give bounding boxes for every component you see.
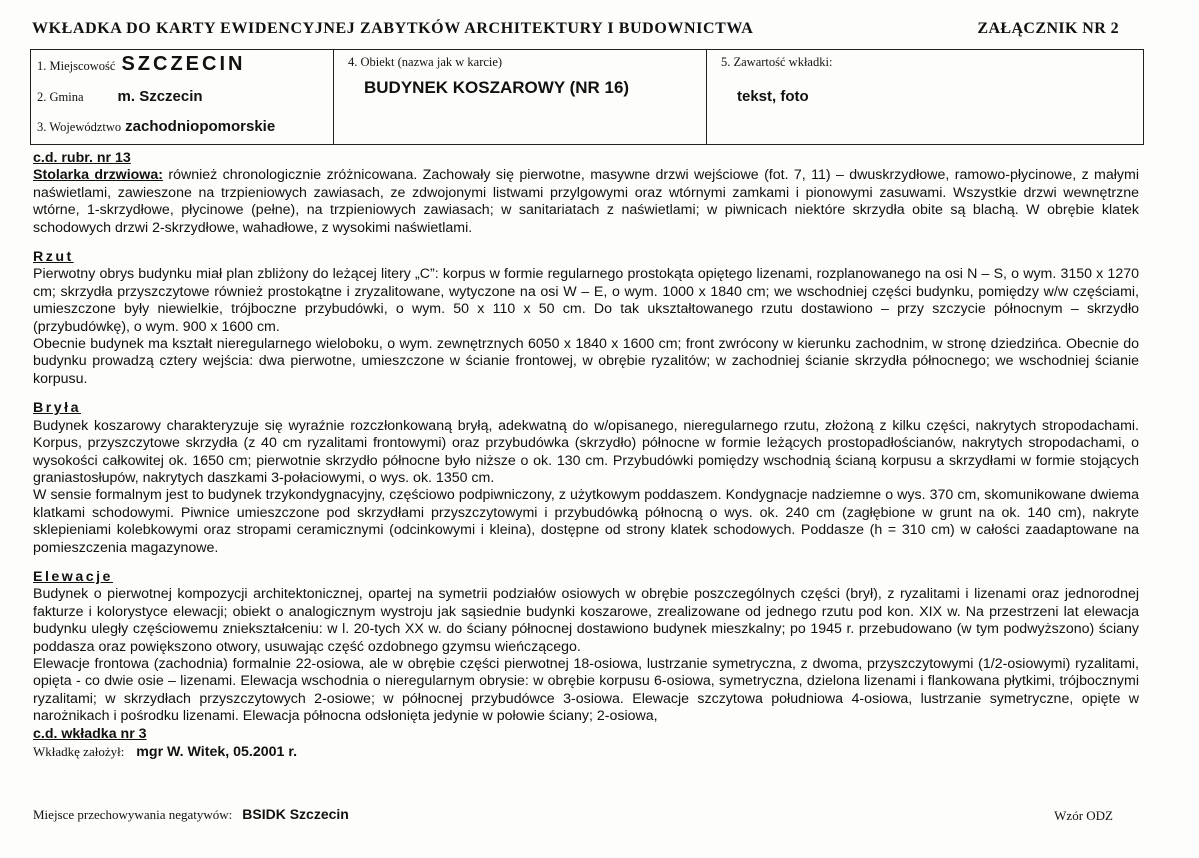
description-body: [33, 150, 1139, 761]
author-value: mgr W. Witek, 05.2001 r.: [136, 744, 298, 760]
place-label: 1. Miejscowość: [37, 59, 116, 73]
bryla-paragraph-2: W sensie formalnym jest to budynek trzykondygnacyjny, częściowo podpiwniczony, z użytkowym poddaszem. Kondygnacje nadziemne o wys. 370 cm, skomunikowane dwiema klatkami schodowymi. Piwnice umieszczone pod skrzydłami przyszczytowymi i przybudówką północną o wys. ok. 240 cm (zagłębione w grunt na ok. 140 cm), nakryte sklepieniami kolebkowymi oraz stropami ceramicznymi (odcinkowymi i kleina), dostępne od strony klatek schodowych. Poddasze (h = 310 cm) w całości zaadaptowane na pomieszczenia magazynowe.: [33, 487, 1139, 556]
stolarka-title: Stolarka drzwiowa:: [33, 167, 163, 184]
object-value: BUDYNEK KOSZAROWY (NR 16): [364, 78, 630, 97]
elewacje-section-title: Elewacje: [33, 568, 113, 585]
object-cell: [334, 50, 707, 144]
negatives-label: Miejsce przechowywania negatywów:: [33, 807, 233, 822]
contents-cell: [707, 50, 1143, 144]
form-code: Wzór ODZ: [1054, 808, 1113, 823]
document-title: WKŁADKA DO KARTY EWIDENCYJNEJ ZABYTKÓW ARCHITEKTURY I BUDOWNICTWA: [32, 20, 754, 37]
negatives-value: BSIDK Szczecin: [242, 806, 349, 822]
elewacje-paragraph-1: Budynek o pierwotnej kompozycji architektonicznej, opartej na symetrii podziałów osiowych w obrębie poszczególnych części (brył), z ryzalitami i lizenami oraz jednorodnej fakturze i kolorystyce elewacji; obiekt o analogicznym wystroju jak sąsiednie budynki koszarowe, zrealizowane od jednego rzutu pod kon. XIX w. Na przestrzeni lat elewacja budynku uległy częściowemu zniekształceniu: w l. 20-tych XX w. do ściany północnej dostawiono budynek mieszkalny; po 1945 r. przebudowano (w tym podwyższono) ściany poddasza oraz powiększono otwory, usuwając część ozdobnego gzymsu wieńczącego.: [33, 586, 1139, 655]
object-label: 4. Obiekt (nazwa jak w karcie): [348, 55, 503, 69]
stolarka-paragraph: [33, 167, 1139, 237]
next-insert-note: c.d. wkładka nr 3: [33, 725, 147, 742]
stolarka-text: również chronologicznie zróżnicowana. Zachowały się pierwotne, masywne drzwi wejściowe (fot. 7, 11) – dwuskrzydłowe, ramowo-płycinowe, z małymi naświetlami, zawieszone na trzpieniowych zawiasach, ze zdwojonymi listwami przylgowymi oraz wtórnymi zamkami i pionowymi zasuwami. Wszystkie drzwi wewnętrzne wtórne, 1-skrzydłowe, płycinowe (pełne), na trzpieniowych zawiasach; w sanitariatach z naświetlami; w piwnicach niektóre skrzydła obite są blachą. W obrębie klatek schodowych drzwi 2-skrzydłowe, wahadłowe, z wysokimi naświetlami.: [33, 167, 1139, 236]
document-header: [32, 20, 1119, 46]
author-label: Wkładkę założył:: [33, 744, 125, 759]
voivodeship-row: [37, 118, 275, 136]
rzut-section-title: Rzut: [33, 249, 74, 266]
annex-number: ZAŁĄCZNIK NR 2: [977, 20, 1119, 37]
place-value: SZCZECIN: [121, 53, 246, 75]
negatives-location: [33, 806, 349, 824]
commune-row: [37, 88, 203, 106]
contents-label: 5. Zawartość wkładki:: [721, 55, 833, 69]
voivodeship-label: 3. Województwo: [37, 120, 122, 134]
commune-label: 2. Gmina: [37, 90, 84, 104]
location-cell: [31, 50, 334, 144]
bryla-paragraph-1: Budynek koszarowy charakteryzuje się wyraźnie rozczłonkowaną bryłą, adekwatną do w/opisanego, nieregularnego rzutu, złożoną z kilku części, nakrytych stropodachami. Korpus, przyszczytowe skrzydła (z 40 cm ryzalitami frontowymi) oraz przybudówka (skrzydło) północne w formie leżących prostopadłościanów, nakrytych stropodachami, o wysokości całkowitej ok. 1650 cm; pierwotnie skrzydło północne było niższe o ok. 130 cm. Przybudówki pomiędzy wschodnią ścianą korpusu a skrzydłami w formie stojących graniastosłupów, nakrytych daszkami 3-połaciowymi, o wys. ok. 1350 cm.: [33, 417, 1139, 486]
bryla-section-title: Bryła: [33, 400, 81, 417]
rzut-paragraph-2: Obecnie budynek ma kształt nieregularnego wieloboku, o wym. zewnętrznych 6050 x 1840 x 1600 cm; front zwrócony w kierunku zachodnim, w stronę dziedzińca. Obecnie do budynku prowadzą cztery wejścia: dwa pierwotne, umieszczone w ścianie frontowej, w obrębie ryzalitów; w zachodniej ścianie skrzydła północnego; we wschodniej ścianie korpusu.: [33, 336, 1139, 387]
commune-value: m. Szczecin: [117, 88, 203, 105]
continuation-note: c.d. rubr. nr 13: [33, 150, 131, 166]
author-row: [33, 743, 1139, 761]
voivodeship-value: zachodniopomorskie: [125, 118, 276, 135]
info-table: [30, 49, 1144, 145]
rzut-paragraph-1: Pierwotny obrys budynku miał plan zbliżony do leżącej litery „C”: korpus w formie regularnego prostokąta opiętego lizenami, rozplanowanego na osi N – S, o wym. 3150 x 1270 cm; skrzydła przyszczytowe również prostokątne i zryzalitowane, wytyczone na osi W – E, o wym. 1000 x 1840 cm; we wschodniej części budynku, pomiędzy w/w częściami, umieszczone były niewielkie, trójboczne przybudówki, o wym. 50 x 110 x 50 cm. Do tak ukształtowanego rzutu dostawiono – przy szczycie północnym – skrzydło (przybudówkę), o wym. 900 x 1600 cm.: [33, 266, 1139, 335]
elewacje-paragraph-2: Elewacje frontowa (zachodnia) formalnie 22-osiowa, ale w obrębie części pierwotnej 18-osiowa, lustrzanie symetryczna, z dwoma, przyszczytowymi (1/2-osiowymi) ryzalitami, opięta - co dwie osie – lizenami. Elewacja wschodnia o nieregularnym obrysie: w obrębie korpusu 6-osiowa, symetryczna, dzielona lizenami i flankowana płytkimi, trójbocznymi ryzalitami; w skrzydłach przyszczytowych 2-osiowe; w północnej przybudówce 3-osiowa. Elewacje szczytowa południowa 4-osiowa, lustrzanie symetryczne, opięte w narożnikach i pośrodku lizenami. Elewacja północna odsłonięta jedynie w połowie ściany; 2-osiowa,: [33, 655, 1139, 725]
place-row: [37, 53, 245, 76]
contents-value: tekst, foto: [737, 88, 809, 105]
